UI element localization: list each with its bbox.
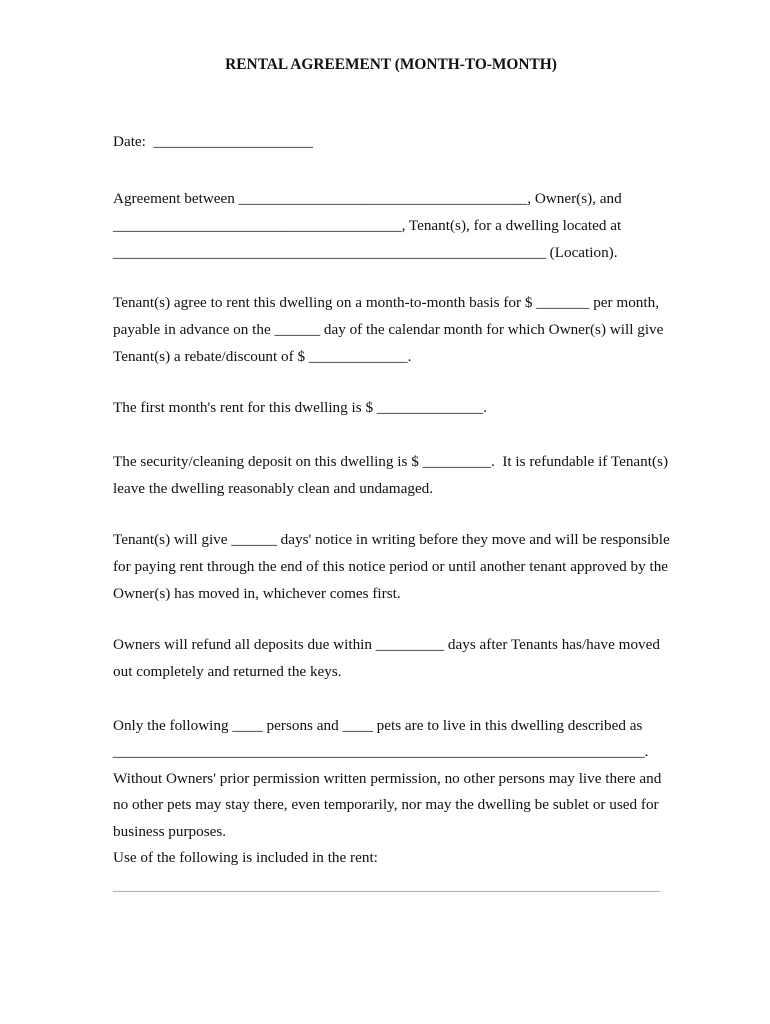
paragraph-line: Without Owners' prior permission written permission, no other persons may live there and [113,769,662,787]
paragraph-line: leave the dwelling reasonably clean and undamaged. [113,480,434,497]
date-label-and-blank: Date: _____________________ [113,133,313,150]
paragraph-line: payable in advance on the ______ day of the calendar month for which Owner(s) will give [113,321,664,338]
paragraph-line: Tenant(s) a rebate/discount of $ _____________. [113,348,412,365]
paragraph-parties [113,185,713,266]
paragraph-line: Use of the following is included in the rent: [113,849,378,867]
paragraph-line: Tenant(s) will give ______ days' notice in writing before they move and will be responsible [113,531,670,548]
document-title: RENTAL AGREEMENT (MONTH-TO-MONTH) [225,56,557,73]
paragraph-deposit-refund [113,631,713,685]
paragraph-line: The first month's rent for this dwelling is $ ______________. [113,399,487,416]
paragraph-first-month-rent [113,394,713,421]
paragraph-occupants [113,713,713,871]
paragraph-line: Owners will refund all deposits due within _________ days after Tenants has/have moved [113,636,660,653]
paragraph-line: ______________________________________________________________________. [113,743,649,761]
paragraph-rent-terms [113,289,713,370]
paragraph-line: Only the following ____ persons and ____ pets are to live in this dwelling described as [113,717,643,734]
paragraph-line: out completely and returned the keys. [113,663,342,680]
paragraph-line: _________________________________________________________ (Location). [113,244,618,261]
paragraph-notice [113,526,713,607]
paragraph-line: Tenant(s) agree to rent this dwelling on a month-to-month basis for $ _______ per month, [113,294,660,311]
bottom-rule [113,872,713,899]
paragraph-line: business purposes. [113,822,227,840]
paragraph-line: for paying rent through the end of this notice period or until another tenant approved by the [113,558,669,575]
paragraph-line: ______________________________________, Tenant(s), for a dwelling located at [113,217,622,234]
paragraph-security-deposit [113,448,713,502]
date-line [113,128,713,155]
bottom-rule-line: ________________________________________________________________________ [113,877,660,894]
paragraph-line: no other pets may stay there, even temporarily, nor may the dwelling be sublet or used for [113,796,659,814]
paragraph-line: The security/cleaning deposit on this dwelling is $ _________. It is refundable if Tenant(s) [113,453,668,470]
paragraph-line: Agreement between ______________________________________, Owner(s), and [113,190,622,207]
paragraph-line: Owner(s) has moved in, whichever comes first. [113,585,401,602]
